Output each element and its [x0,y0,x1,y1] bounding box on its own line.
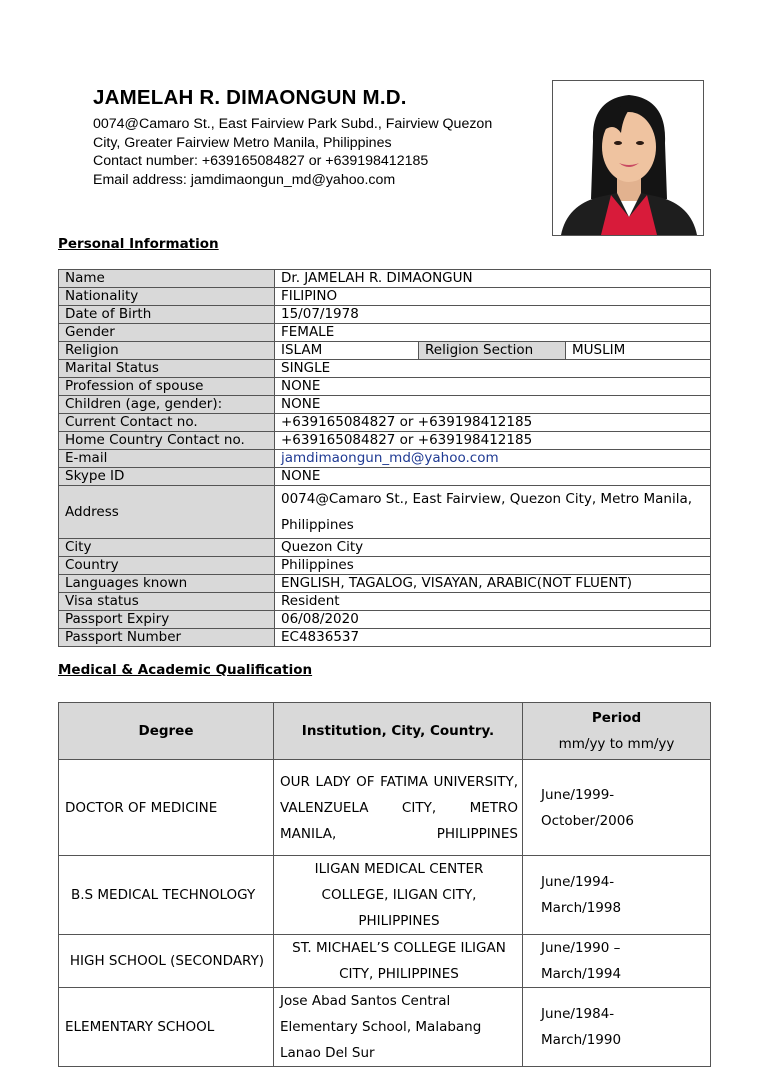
degree-cell: HIGH SCHOOL (SECONDARY) [59,935,274,988]
email-address: Email address: jamdimaongun_md@yahoo.com [93,171,396,188]
row-value: 15/07/1978 [275,306,711,324]
period-cell [523,988,711,1067]
row-value: NONE [275,468,711,486]
resume-header [93,86,543,189]
period-end: March/1994 [541,966,622,982]
row-label: Profession of spouse [59,378,275,396]
qualifications-title: Medical & Academic Qualification [58,662,313,678]
table-row [59,593,711,611]
period-start: June/1999- [541,786,615,803]
row-value: ENGLISH, TAGALOG, VISAYAN, ARABIC(NOT FLUENT) [275,575,711,593]
period-cell [523,856,711,935]
row-value: FILIPINO [275,288,711,306]
table-row [59,378,711,396]
table-row [59,486,711,539]
row-label: Name [59,270,275,288]
contact-number: Contact number: +639165084827 or +639198412185 [93,153,429,169]
personal-info-table [58,269,711,647]
row-value: Dr. JAMELAH R. DIMAONGUN [275,270,711,288]
table-header-row [59,703,711,760]
row-value: 06/08/2020 [275,611,711,629]
table-row [59,575,711,593]
degree-cell: ELEMENTARY SCHOOL [59,988,274,1067]
period-start: June/1990 – [541,940,621,956]
row-label: Home Country Contact no. [59,432,275,450]
portrait-image [553,81,703,235]
table-row [59,342,711,360]
row-value: FEMALE [275,324,711,342]
table-row [59,988,711,1067]
degree-cell: DOCTOR OF MEDICINE [59,760,274,856]
period-header-sub: mm/yy to mm/yy [558,736,675,752]
institution-cell: ILIGAN MEDICAL CENTER COLLEGE, ILIGAN CITY, PHILIPPINES [274,856,523,935]
candidate-name: JAMELAH R. DIMAONGUN M.D. [93,86,407,109]
row-label: City [59,539,275,557]
table-row [59,856,711,935]
table-row [59,450,711,468]
address-line-2: City, Greater Fairview Metro Manila, Philippines [93,134,392,151]
row-label: Skype ID [59,468,275,486]
qualifications-table [58,702,711,1067]
row-value: Resident [275,593,711,611]
table-row [59,414,711,432]
table-row [59,935,711,988]
table-row [59,306,711,324]
row-value: NONE [275,378,711,396]
row-value: SINGLE [275,360,711,378]
row-value: +639165084827 or +639198412185 [275,414,711,432]
row-value: +639165084827 or +639198412185 [275,432,711,450]
row-label: Date of Birth [59,306,275,324]
row-value: Quezon City [275,539,711,557]
row-value: 0074@Camaro St., East Fairview, Quezon City, Metro Manila, Philippines [275,486,711,539]
table-row [59,288,711,306]
row-label: Gender [59,324,275,342]
institution-cell: ST. MICHAEL’S COLLEGE ILIGAN CITY, PHILIPPINES [274,935,523,988]
table-row [59,539,711,557]
row-label: Religion [59,342,275,360]
row-label: Address [59,486,275,539]
row-label: Current Contact no. [59,414,275,432]
table-row [59,760,711,856]
row-label: Languages known [59,575,275,593]
row-label: Marital Status [59,360,275,378]
religion-section-label: Religion Section [419,342,566,360]
degree-cell: B.S MEDICAL TECHNOLOGY [59,856,274,935]
degree-header: Degree [59,703,274,760]
period-cell [523,760,711,856]
table-row [59,324,711,342]
period-cell [523,935,711,988]
institution-cell: OUR LADY OF FATIMA UNIVERSITY, VALENZUELA CITY, METRO MANILA, PHILIPPINES [274,760,523,856]
row-value: Philippines [275,557,711,575]
period-end: March/1998 [541,900,622,916]
table-row [59,629,711,647]
table-row [59,270,711,288]
period-start: June/1984- [541,1006,615,1022]
table-row [59,468,711,486]
table-row [59,611,711,629]
table-row [59,557,711,575]
period-header-title: Period [591,710,642,726]
personal-info-title: Personal Information [58,236,219,252]
religion-section-value: MUSLIM [566,342,711,360]
period-header [523,703,711,760]
row-label: Nationality [59,288,275,306]
period-end: March/1990 [541,1032,622,1048]
institution-cell: Jose Abad Santos Central Elementary School, Malabang Lanao Del Sur [274,988,523,1067]
row-label: Passport Number [59,629,275,647]
row-label: Passport Expiry [59,611,275,629]
table-row [59,360,711,378]
table-row [59,432,711,450]
row-value [275,450,711,468]
row-label: Children (age, gender): [59,396,275,414]
institution-header: Institution, City, Country. [274,703,523,760]
email-link[interactable]: jamdimaongun_md@yahoo.com [281,450,499,466]
profile-photo [552,80,704,236]
row-label: Country [59,557,275,575]
row-label: Visa status [59,593,275,611]
period-start: June/1994- [541,874,615,890]
table-row [59,396,711,414]
row-value: NONE [275,396,711,414]
row-value: EC4836537 [275,629,711,647]
row-label: E-mail [59,450,275,468]
address-line-1: 0074@Camaro St., East Fairview Park Subd., Fairview Quezon [93,116,493,132]
period-end: October/2006 [541,812,634,829]
row-value: ISLAM [275,342,419,360]
